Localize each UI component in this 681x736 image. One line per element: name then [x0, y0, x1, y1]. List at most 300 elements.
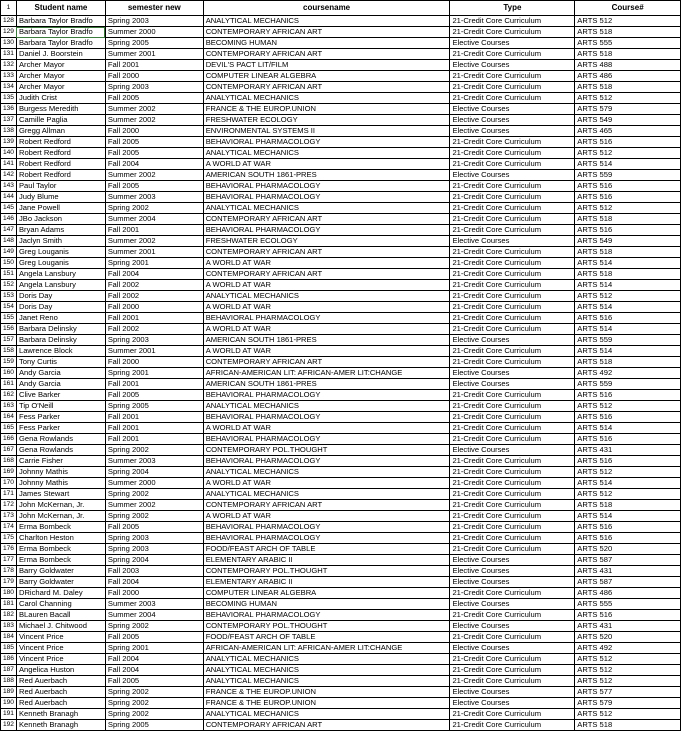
row-number[interactable]: 155: [1, 313, 17, 324]
course-number-cell[interactable]: ARTS 431: [575, 445, 681, 456]
row-number[interactable]: 168: [1, 456, 17, 467]
coursename-cell[interactable]: AFRICAN-AMERICAN LIT: AFRICAN-AMER LIT:CHANGE: [203, 643, 450, 654]
coursename-cell[interactable]: AMERICAN SOUTH 1861-PRES: [203, 379, 450, 390]
coursename-cell[interactable]: CONTEMPORARY POL.THOUGHT: [203, 566, 450, 577]
row-number[interactable]: 157: [1, 335, 17, 346]
type-cell[interactable]: Elective Courses: [450, 621, 575, 632]
coursename-cell[interactable]: FOOD/FEAST ARCH OF TABLE: [203, 544, 450, 555]
coursename-cell[interactable]: ANALYTICAL MECHANICS: [203, 665, 450, 676]
semester-cell[interactable]: Fall 2005: [105, 632, 203, 643]
row-number[interactable]: 141: [1, 159, 17, 170]
semester-cell[interactable]: Spring 2001: [105, 368, 203, 379]
semester-cell[interactable]: Fall 2002: [105, 291, 203, 302]
type-cell[interactable]: 21-Credit Core Curriculum: [450, 522, 575, 533]
student-name-cell[interactable]: Barbara Taylor Bradfo: [16, 27, 105, 38]
student-name-cell[interactable]: Lawrence Block: [16, 346, 105, 357]
course-number-cell[interactable]: ARTS 514: [575, 159, 681, 170]
coursename-cell[interactable]: A WORLD AT WAR: [203, 511, 450, 522]
student-name-cell[interactable]: John McKernan, Jr.: [16, 500, 105, 511]
coursename-cell[interactable]: ANALYTICAL MECHANICS: [203, 203, 450, 214]
type-cell[interactable]: Elective Courses: [450, 104, 575, 115]
course-number-cell[interactable]: ARTS 518: [575, 247, 681, 258]
type-cell[interactable]: 21-Credit Core Curriculum: [450, 324, 575, 335]
coursename-cell[interactable]: BEHAVIORAL PHARMACOLOGY: [203, 225, 450, 236]
coursename-cell[interactable]: A WORLD AT WAR: [203, 423, 450, 434]
course-number-cell[interactable]: ARTS 512: [575, 401, 681, 412]
course-number-cell[interactable]: ARTS 559: [575, 170, 681, 181]
student-name-cell[interactable]: BLauren Bacall: [16, 610, 105, 621]
type-cell[interactable]: 21-Credit Core Curriculum: [450, 709, 575, 720]
type-cell[interactable]: 21-Credit Core Curriculum: [450, 269, 575, 280]
coursename-cell[interactable]: ANALYTICAL MECHANICS: [203, 654, 450, 665]
coursename-cell[interactable]: BEHAVIORAL PHARMACOLOGY: [203, 137, 450, 148]
coursename-cell[interactable]: FRANCE & THE EUROP.UNION: [203, 687, 450, 698]
row-number[interactable]: 169: [1, 467, 17, 478]
type-cell[interactable]: Elective Courses: [450, 599, 575, 610]
student-name-cell[interactable]: Camille Paglia: [16, 115, 105, 126]
student-name-cell[interactable]: Red Auerbach: [16, 676, 105, 687]
column-header-course-number[interactable]: Course#: [575, 1, 681, 16]
coursename-cell[interactable]: FRANCE & THE EUROP.UNION: [203, 104, 450, 115]
course-number-cell[interactable]: ARTS 486: [575, 588, 681, 599]
row-number[interactable]: 159: [1, 357, 17, 368]
course-number-cell[interactable]: ARTS 516: [575, 225, 681, 236]
type-cell[interactable]: 21-Credit Core Curriculum: [450, 313, 575, 324]
semester-cell[interactable]: Spring 2001: [105, 643, 203, 654]
row-number[interactable]: 172: [1, 500, 17, 511]
row-number[interactable]: 184: [1, 632, 17, 643]
course-number-cell[interactable]: ARTS 518: [575, 49, 681, 60]
course-number-cell[interactable]: ARTS 488: [575, 60, 681, 71]
course-number-cell[interactable]: ARTS 512: [575, 93, 681, 104]
type-cell[interactable]: 21-Credit Core Curriculum: [450, 247, 575, 258]
type-cell[interactable]: 21-Credit Core Curriculum: [450, 478, 575, 489]
student-name-cell[interactable]: Robert Redford: [16, 170, 105, 181]
row-number[interactable]: 135: [1, 93, 17, 104]
type-cell[interactable]: Elective Courses: [450, 445, 575, 456]
row-number[interactable]: 156: [1, 324, 17, 335]
semester-cell[interactable]: Fall 2004: [105, 577, 203, 588]
coursename-cell[interactable]: CONTEMPORARY AFRICAN ART: [203, 500, 450, 511]
type-cell[interactable]: 21-Credit Core Curriculum: [450, 456, 575, 467]
semester-cell[interactable]: Spring 2002: [105, 709, 203, 720]
type-cell[interactable]: Elective Courses: [450, 687, 575, 698]
type-cell[interactable]: 21-Credit Core Curriculum: [450, 588, 575, 599]
student-name-cell[interactable]: Janet Reno: [16, 313, 105, 324]
student-name-cell[interactable]: Robert Redford: [16, 148, 105, 159]
course-number-cell[interactable]: ARTS 512: [575, 654, 681, 665]
row-number[interactable]: 189: [1, 687, 17, 698]
row-number[interactable]: 153: [1, 291, 17, 302]
coursename-cell[interactable]: COMPUTER LINEAR ALGEBRA: [203, 588, 450, 599]
coursename-cell[interactable]: A WORLD AT WAR: [203, 478, 450, 489]
semester-cell[interactable]: Fall 2000: [105, 588, 203, 599]
coursename-cell[interactable]: BEHAVIORAL PHARMACOLOGY: [203, 181, 450, 192]
coursename-cell[interactable]: BEHAVIORAL PHARMACOLOGY: [203, 610, 450, 621]
column-header-type[interactable]: Type: [450, 1, 575, 16]
type-cell[interactable]: 21-Credit Core Curriculum: [450, 632, 575, 643]
coursename-cell[interactable]: BEHAVIORAL PHARMACOLOGY: [203, 192, 450, 203]
student-name-cell[interactable]: Gena Rowlands: [16, 445, 105, 456]
semester-cell[interactable]: Fall 2001: [105, 412, 203, 423]
semester-cell[interactable]: Fall 2003: [105, 566, 203, 577]
row-number[interactable]: 192: [1, 720, 17, 731]
student-name-cell[interactable]: Angelica Huston: [16, 665, 105, 676]
coursename-cell[interactable]: FRANCE & THE EUROP.UNION: [203, 698, 450, 709]
type-cell[interactable]: 21-Credit Core Curriculum: [450, 533, 575, 544]
type-cell[interactable]: Elective Courses: [450, 566, 575, 577]
type-cell[interactable]: Elective Courses: [450, 236, 575, 247]
type-cell[interactable]: Elective Courses: [450, 698, 575, 709]
row-number[interactable]: 187: [1, 665, 17, 676]
course-number-cell[interactable]: ARTS 486: [575, 71, 681, 82]
row-number[interactable]: 133: [1, 71, 17, 82]
course-number-cell[interactable]: ARTS 512: [575, 489, 681, 500]
student-name-cell[interactable]: Burgess Meredith: [16, 104, 105, 115]
coursename-cell[interactable]: A WORLD AT WAR: [203, 324, 450, 335]
semester-cell[interactable]: Fall 2005: [105, 522, 203, 533]
row-number[interactable]: 174: [1, 522, 17, 533]
course-number-cell[interactable]: ARTS 579: [575, 698, 681, 709]
semester-cell[interactable]: Fall 2004: [105, 654, 203, 665]
coursename-cell[interactable]: CONTEMPORARY AFRICAN ART: [203, 214, 450, 225]
row-number[interactable]: 144: [1, 192, 17, 203]
type-cell[interactable]: 21-Credit Core Curriculum: [450, 137, 575, 148]
row-number[interactable]: 166: [1, 434, 17, 445]
coursename-cell[interactable]: BEHAVIORAL PHARMACOLOGY: [203, 533, 450, 544]
semester-cell[interactable]: Summer 2002: [105, 500, 203, 511]
coursename-cell[interactable]: CONTEMPORARY AFRICAN ART: [203, 357, 450, 368]
semester-cell[interactable]: Summer 2002: [105, 170, 203, 181]
row-number[interactable]: 158: [1, 346, 17, 357]
semester-cell[interactable]: Fall 2000: [105, 71, 203, 82]
student-name-cell[interactable]: Robert Redford: [16, 159, 105, 170]
row-number[interactable]: 181: [1, 599, 17, 610]
semester-cell[interactable]: Spring 2002: [105, 489, 203, 500]
semester-cell[interactable]: Spring 2003: [105, 544, 203, 555]
course-number-cell[interactable]: ARTS 431: [575, 566, 681, 577]
course-number-cell[interactable]: ARTS 516: [575, 522, 681, 533]
type-cell[interactable]: 21-Credit Core Curriculum: [450, 159, 575, 170]
course-number-cell[interactable]: ARTS 577: [575, 687, 681, 698]
semester-cell[interactable]: Spring 2005: [105, 38, 203, 49]
row-number[interactable]: 191: [1, 709, 17, 720]
type-cell[interactable]: 21-Credit Core Curriculum: [450, 302, 575, 313]
course-number-cell[interactable]: ARTS 512: [575, 16, 681, 27]
semester-cell[interactable]: Fall 2005: [105, 148, 203, 159]
student-name-cell[interactable]: Robert Redford: [16, 137, 105, 148]
course-number-cell[interactable]: ARTS 514: [575, 302, 681, 313]
semester-cell[interactable]: Spring 2005: [105, 401, 203, 412]
course-number-cell[interactable]: ARTS 512: [575, 676, 681, 687]
coursename-cell[interactable]: ELEMENTARY ARABIC II: [203, 555, 450, 566]
coursename-cell[interactable]: ANALYTICAL MECHANICS: [203, 16, 450, 27]
row-number[interactable]: 149: [1, 247, 17, 258]
course-number-cell[interactable]: ARTS 514: [575, 324, 681, 335]
type-cell[interactable]: 21-Credit Core Curriculum: [450, 390, 575, 401]
student-name-cell[interactable]: Barbara Taylor Bradfo: [16, 16, 105, 27]
coursename-cell[interactable]: BEHAVIORAL PHARMACOLOGY: [203, 434, 450, 445]
row-number[interactable]: 180: [1, 588, 17, 599]
coursename-cell[interactable]: CONTEMPORARY POL.THOUGHT: [203, 445, 450, 456]
course-number-cell[interactable]: ARTS 516: [575, 456, 681, 467]
type-cell[interactable]: Elective Courses: [450, 643, 575, 654]
course-number-cell[interactable]: ARTS 555: [575, 38, 681, 49]
course-number-cell[interactable]: ARTS 520: [575, 632, 681, 643]
course-number-cell[interactable]: ARTS 492: [575, 643, 681, 654]
semester-cell[interactable]: Summer 2004: [105, 610, 203, 621]
student-name-cell[interactable]: Clive Barker: [16, 390, 105, 401]
coursename-cell[interactable]: CONTEMPORARY AFRICAN ART: [203, 720, 450, 731]
type-cell[interactable]: 21-Credit Core Curriculum: [450, 82, 575, 93]
type-cell[interactable]: 21-Credit Core Curriculum: [450, 357, 575, 368]
student-name-cell[interactable]: Carrie Fisher: [16, 456, 105, 467]
type-cell[interactable]: 21-Credit Core Curriculum: [450, 412, 575, 423]
coursename-cell[interactable]: CONTEMPORARY AFRICAN ART: [203, 82, 450, 93]
type-cell[interactable]: 21-Credit Core Curriculum: [450, 181, 575, 192]
type-cell[interactable]: Elective Courses: [450, 555, 575, 566]
type-cell[interactable]: 21-Credit Core Curriculum: [450, 654, 575, 665]
student-name-cell[interactable]: Erma Bombeck: [16, 555, 105, 566]
coursename-cell[interactable]: A WORLD AT WAR: [203, 159, 450, 170]
course-number-cell[interactable]: ARTS 516: [575, 192, 681, 203]
row-number[interactable]: 134: [1, 82, 17, 93]
semester-cell[interactable]: Fall 2005: [105, 676, 203, 687]
column-header-coursename[interactable]: coursename: [203, 1, 450, 16]
semester-cell[interactable]: Spring 2003: [105, 82, 203, 93]
student-name-cell[interactable]: Red Auerbach: [16, 687, 105, 698]
coursename-cell[interactable]: FOOD/FEAST ARCH OF TABLE: [203, 632, 450, 643]
student-name-cell[interactable]: Kenneth Branagh: [16, 720, 105, 731]
semester-cell[interactable]: Fall 2005: [105, 93, 203, 104]
course-number-cell[interactable]: ARTS 512: [575, 148, 681, 159]
semester-cell[interactable]: Spring 2002: [105, 621, 203, 632]
student-name-cell[interactable]: Red Auerbach: [16, 698, 105, 709]
type-cell[interactable]: Elective Courses: [450, 379, 575, 390]
type-cell[interactable]: Elective Courses: [450, 577, 575, 588]
course-number-cell[interactable]: ARTS 516: [575, 181, 681, 192]
semester-cell[interactable]: Fall 2002: [105, 280, 203, 291]
row-number[interactable]: 151: [1, 269, 17, 280]
semester-cell[interactable]: Summer 2002: [105, 115, 203, 126]
student-name-cell[interactable]: Paul Taylor: [16, 181, 105, 192]
semester-cell[interactable]: Fall 2001: [105, 434, 203, 445]
semester-cell[interactable]: Summer 2003: [105, 456, 203, 467]
type-cell[interactable]: 21-Credit Core Curriculum: [450, 203, 575, 214]
student-name-cell[interactable]: Archer Mayor: [16, 60, 105, 71]
course-number-cell[interactable]: ARTS 555: [575, 599, 681, 610]
row-number[interactable]: 146: [1, 214, 17, 225]
coursename-cell[interactable]: ANALYTICAL MECHANICS: [203, 676, 450, 687]
student-name-cell[interactable]: Tip O'Neill: [16, 401, 105, 412]
row-number[interactable]: 150: [1, 258, 17, 269]
type-cell[interactable]: 21-Credit Core Curriculum: [450, 93, 575, 104]
student-name-cell[interactable]: Doris Day: [16, 302, 105, 313]
student-name-cell[interactable]: Daniel J. Boorstein: [16, 49, 105, 60]
coursename-cell[interactable]: A WORLD AT WAR: [203, 258, 450, 269]
semester-cell[interactable]: Fall 2005: [105, 181, 203, 192]
coursename-cell[interactable]: BEHAVIORAL PHARMACOLOGY: [203, 313, 450, 324]
course-number-cell[interactable]: ARTS 431: [575, 621, 681, 632]
coursename-cell[interactable]: CONTEMPORARY AFRICAN ART: [203, 49, 450, 60]
course-number-cell[interactable]: ARTS 579: [575, 104, 681, 115]
course-number-cell[interactable]: ARTS 512: [575, 291, 681, 302]
type-cell[interactable]: Elective Courses: [450, 38, 575, 49]
type-cell[interactable]: Elective Courses: [450, 115, 575, 126]
type-cell[interactable]: 21-Credit Core Curriculum: [450, 225, 575, 236]
semester-cell[interactable]: Spring 2004: [105, 467, 203, 478]
row-number[interactable]: 188: [1, 676, 17, 687]
type-cell[interactable]: 21-Credit Core Curriculum: [450, 148, 575, 159]
semester-cell[interactable]: Summer 2000: [105, 27, 203, 38]
type-cell[interactable]: 21-Credit Core Curriculum: [450, 27, 575, 38]
row-number[interactable]: 131: [1, 49, 17, 60]
course-number-cell[interactable]: ARTS 518: [575, 357, 681, 368]
type-cell[interactable]: Elective Courses: [450, 368, 575, 379]
course-number-cell[interactable]: ARTS 518: [575, 214, 681, 225]
coursename-cell[interactable]: ANALYTICAL MECHANICS: [203, 709, 450, 720]
student-name-cell[interactable]: Bryan Adams: [16, 225, 105, 236]
row-number[interactable]: 183: [1, 621, 17, 632]
semester-cell[interactable]: Summer 2004: [105, 214, 203, 225]
row-number[interactable]: 129: [1, 27, 17, 38]
type-cell[interactable]: Elective Courses: [450, 170, 575, 181]
coursename-cell[interactable]: ENVIRONMENTAL SYSTEMS II: [203, 126, 450, 137]
row-number[interactable]: 152: [1, 280, 17, 291]
semester-cell[interactable]: Fall 2004: [105, 665, 203, 676]
course-number-cell[interactable]: ARTS 549: [575, 236, 681, 247]
row-number[interactable]: 178: [1, 566, 17, 577]
coursename-cell[interactable]: COMPUTER LINEAR ALGEBRA: [203, 71, 450, 82]
student-name-cell[interactable]: John McKernan, Jr.: [16, 511, 105, 522]
student-name-cell[interactable]: Fess Parker: [16, 412, 105, 423]
student-name-cell[interactable]: Barbara Delinsky: [16, 324, 105, 335]
coursename-cell[interactable]: FRESHWATER ECOLOGY: [203, 236, 450, 247]
row-number[interactable]: 177: [1, 555, 17, 566]
student-name-cell[interactable]: Johnny Mathis: [16, 478, 105, 489]
coursename-cell[interactable]: CONTEMPORARY AFRICAN ART: [203, 27, 450, 38]
student-name-cell[interactable]: Andy Garcia: [16, 379, 105, 390]
semester-cell[interactable]: Spring 2002: [105, 687, 203, 698]
type-cell[interactable]: 21-Credit Core Curriculum: [450, 291, 575, 302]
course-number-cell[interactable]: ARTS 514: [575, 258, 681, 269]
student-name-cell[interactable]: Gregg Allman: [16, 126, 105, 137]
coursename-cell[interactable]: CONTEMPORARY AFRICAN ART: [203, 247, 450, 258]
row-number[interactable]: 161: [1, 379, 17, 390]
type-cell[interactable]: 21-Credit Core Curriculum: [450, 49, 575, 60]
coursename-cell[interactable]: AMERICAN SOUTH 1861-PRES: [203, 170, 450, 181]
semester-cell[interactable]: Summer 2003: [105, 599, 203, 610]
type-cell[interactable]: 21-Credit Core Curriculum: [450, 214, 575, 225]
student-name-cell[interactable]: Erma Bombeck: [16, 522, 105, 533]
type-cell[interactable]: 21-Credit Core Curriculum: [450, 500, 575, 511]
course-number-cell[interactable]: ARTS 512: [575, 203, 681, 214]
row-number[interactable]: 164: [1, 412, 17, 423]
course-number-cell[interactable]: ARTS 512: [575, 709, 681, 720]
coursename-cell[interactable]: CONTEMPORARY AFRICAN ART: [203, 269, 450, 280]
coursename-cell[interactable]: AFRICAN-AMERICAN LIT: AFRICAN-AMER LIT:CHANGE: [203, 368, 450, 379]
semester-cell[interactable]: Fall 2004: [105, 159, 203, 170]
row-number[interactable]: 140: [1, 148, 17, 159]
semester-cell[interactable]: Spring 2003: [105, 533, 203, 544]
course-number-cell[interactable]: ARTS 514: [575, 478, 681, 489]
row-number[interactable]: 136: [1, 104, 17, 115]
student-name-cell[interactable]: Jane Powell: [16, 203, 105, 214]
course-number-cell[interactable]: ARTS 512: [575, 665, 681, 676]
student-name-cell[interactable]: Archer Mayor: [16, 71, 105, 82]
coursename-cell[interactable]: BEHAVIORAL PHARMACOLOGY: [203, 522, 450, 533]
semester-cell[interactable]: Spring 2003: [105, 335, 203, 346]
course-number-cell[interactable]: ARTS 465: [575, 126, 681, 137]
student-name-cell[interactable]: Barbara Delinsky: [16, 335, 105, 346]
semester-cell[interactable]: Fall 2000: [105, 302, 203, 313]
student-name-cell[interactable]: Barry Goldwater: [16, 577, 105, 588]
row-number[interactable]: 163: [1, 401, 17, 412]
semester-cell[interactable]: Fall 2001: [105, 313, 203, 324]
type-cell[interactable]: 21-Credit Core Curriculum: [450, 401, 575, 412]
column-header-student-name[interactable]: Student name: [16, 1, 105, 16]
student-name-cell[interactable]: Greg Louganis: [16, 247, 105, 258]
student-name-cell[interactable]: JBo Jackson: [16, 214, 105, 225]
row-number[interactable]: 1: [1, 1, 17, 16]
course-number-cell[interactable]: ARTS 518: [575, 720, 681, 731]
type-cell[interactable]: Elective Courses: [450, 335, 575, 346]
type-cell[interactable]: 21-Credit Core Curriculum: [450, 434, 575, 445]
type-cell[interactable]: 21-Credit Core Curriculum: [450, 544, 575, 555]
coursename-cell[interactable]: ANALYTICAL MECHANICS: [203, 93, 450, 104]
row-number[interactable]: 167: [1, 445, 17, 456]
coursename-cell[interactable]: BECOMING HUMAN: [203, 599, 450, 610]
student-name-cell[interactable]: James Stewart: [16, 489, 105, 500]
coursename-cell[interactable]: A WORLD AT WAR: [203, 280, 450, 291]
course-number-cell[interactable]: ARTS 492: [575, 368, 681, 379]
row-number[interactable]: 175: [1, 533, 17, 544]
semester-cell[interactable]: Fall 2001: [105, 60, 203, 71]
type-cell[interactable]: 21-Credit Core Curriculum: [450, 280, 575, 291]
coursename-cell[interactable]: BEHAVIORAL PHARMACOLOGY: [203, 390, 450, 401]
course-number-cell[interactable]: ARTS 587: [575, 577, 681, 588]
student-name-cell[interactable]: Vincent Price: [16, 632, 105, 643]
coursename-cell[interactable]: BEHAVIORAL PHARMACOLOGY: [203, 456, 450, 467]
coursename-cell[interactable]: AMERICAN SOUTH 1861-PRES: [203, 335, 450, 346]
row-number[interactable]: 138: [1, 126, 17, 137]
row-number[interactable]: 170: [1, 478, 17, 489]
student-name-cell[interactable]: Erma Bombeck: [16, 544, 105, 555]
student-name-cell[interactable]: Archer Mayor: [16, 82, 105, 93]
type-cell[interactable]: 21-Credit Core Curriculum: [450, 16, 575, 27]
type-cell[interactable]: 21-Credit Core Curriculum: [450, 665, 575, 676]
semester-cell[interactable]: Fall 2005: [105, 137, 203, 148]
row-number[interactable]: 139: [1, 137, 17, 148]
student-name-cell[interactable]: Vincent Price: [16, 643, 105, 654]
student-name-cell[interactable]: Angela Lansbury: [16, 280, 105, 291]
semester-cell[interactable]: Spring 2002: [105, 511, 203, 522]
course-number-cell[interactable]: ARTS 518: [575, 500, 681, 511]
course-number-cell[interactable]: ARTS 514: [575, 346, 681, 357]
student-name-cell[interactable]: Barry Goldwater: [16, 566, 105, 577]
semester-cell[interactable]: Summer 2001: [105, 346, 203, 357]
semester-cell[interactable]: Spring 2005: [105, 720, 203, 731]
coursename-cell[interactable]: A WORLD AT WAR: [203, 346, 450, 357]
type-cell[interactable]: 21-Credit Core Curriculum: [450, 610, 575, 621]
row-number[interactable]: 171: [1, 489, 17, 500]
type-cell[interactable]: 21-Credit Core Curriculum: [450, 346, 575, 357]
coursename-cell[interactable]: CONTEMPORARY POL.THOUGHT: [203, 621, 450, 632]
row-number[interactable]: 145: [1, 203, 17, 214]
semester-cell[interactable]: Summer 2000: [105, 478, 203, 489]
course-number-cell[interactable]: ARTS 559: [575, 379, 681, 390]
row-number[interactable]: 182: [1, 610, 17, 621]
